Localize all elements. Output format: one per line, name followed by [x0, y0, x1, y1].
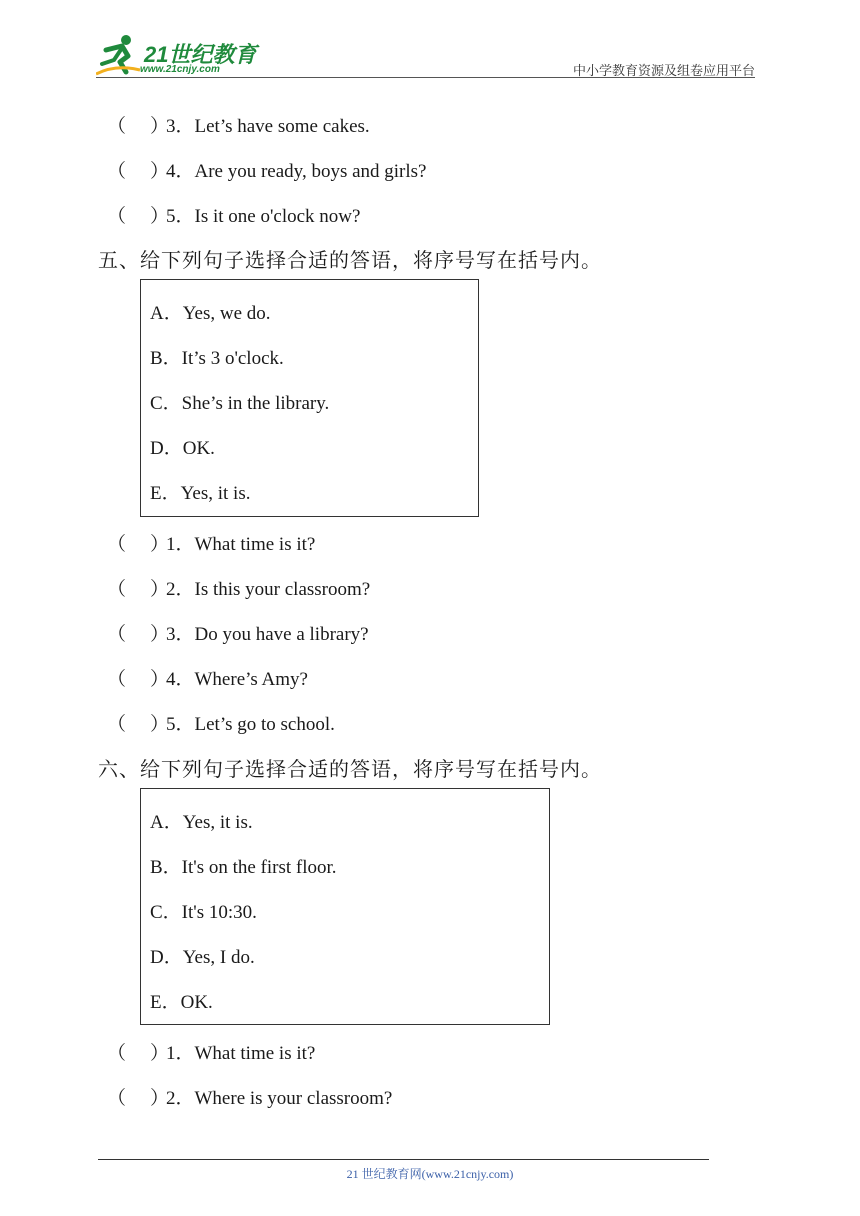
answer-paren-open: （ [107, 206, 127, 227]
answer-paren-close: ） [150, 1088, 170, 1109]
answer-paren-close: ） [150, 206, 170, 227]
option-d: D．OK. [150, 438, 215, 459]
question-text: 4．Where’s Amy? [166, 669, 308, 690]
answer-paren-open: （ [107, 116, 127, 137]
answer-paren-open: （ [107, 1088, 127, 1109]
question-text: 3．Let’s have some cakes. [166, 116, 370, 137]
option-b: B．It’s 3 o'clock. [150, 348, 284, 369]
question-text: 3．Do you have a library? [166, 624, 369, 645]
option-c: C．It's 10:30. [150, 902, 257, 923]
option-e: E．Yes, it is. [150, 483, 251, 504]
answer-paren-close: ） [150, 669, 170, 690]
option-e: E．OK. [150, 992, 213, 1013]
question-text: 5．Let’s go to school. [166, 714, 335, 735]
logo-text: 21世纪教育 [144, 42, 257, 67]
answer-paren-close: ） [150, 534, 170, 555]
header-platform-text: 中小学教育资源及组卷应用平台 [572, 64, 755, 79]
footer-divider [98, 1159, 709, 1160]
option-b: B．It's on the first floor. [150, 857, 337, 878]
logo-url: www.21cnjy.com [140, 64, 220, 75]
site-logo [96, 34, 256, 78]
question-text: 2．Where is your classroom? [166, 1088, 393, 1109]
section-6-options-box [140, 788, 550, 1025]
footer-text: 21 世纪教育网(www.21cnjy.com) [346, 1167, 514, 1181]
answer-paren-close: ） [150, 579, 170, 600]
section-6-title: 六、给下列句子选择合适的答语，将序号写在括号内。 [98, 757, 602, 781]
answer-paren-close: ） [150, 714, 170, 735]
answer-paren-close: ） [150, 161, 170, 182]
answer-paren-close: ） [150, 1043, 170, 1064]
question-text: 1．What time is it? [166, 534, 316, 555]
runner-logo-icon [96, 34, 142, 76]
answer-paren-close: ） [150, 624, 170, 645]
option-d: D．Yes, I do. [150, 947, 255, 968]
answer-paren-open: （ [107, 624, 127, 645]
question-text: 1．What time is it? [166, 1043, 316, 1064]
answer-paren-close: ） [150, 116, 170, 137]
answer-paren-open: （ [107, 161, 127, 182]
answer-paren-open: （ [107, 1043, 127, 1064]
question-text: 2．Is this your classroom? [166, 579, 371, 600]
option-a: A．Yes, we do. [150, 303, 271, 324]
section-5-options-box [140, 279, 479, 517]
option-c: C．She’s in the library. [150, 393, 330, 414]
answer-paren-open: （ [107, 714, 127, 735]
section-5-title: 五、给下列句子选择合适的答语，将序号写在括号内。 [98, 248, 602, 272]
header-divider [96, 77, 755, 78]
answer-paren-open: （ [107, 669, 127, 690]
option-a: A．Yes, it is. [150, 812, 253, 833]
answer-paren-open: （ [107, 534, 127, 555]
question-text: 4．Are you ready, boys and girls? [166, 161, 427, 182]
answer-paren-open: （ [107, 579, 127, 600]
question-text: 5．Is it one o'clock now? [166, 206, 361, 227]
